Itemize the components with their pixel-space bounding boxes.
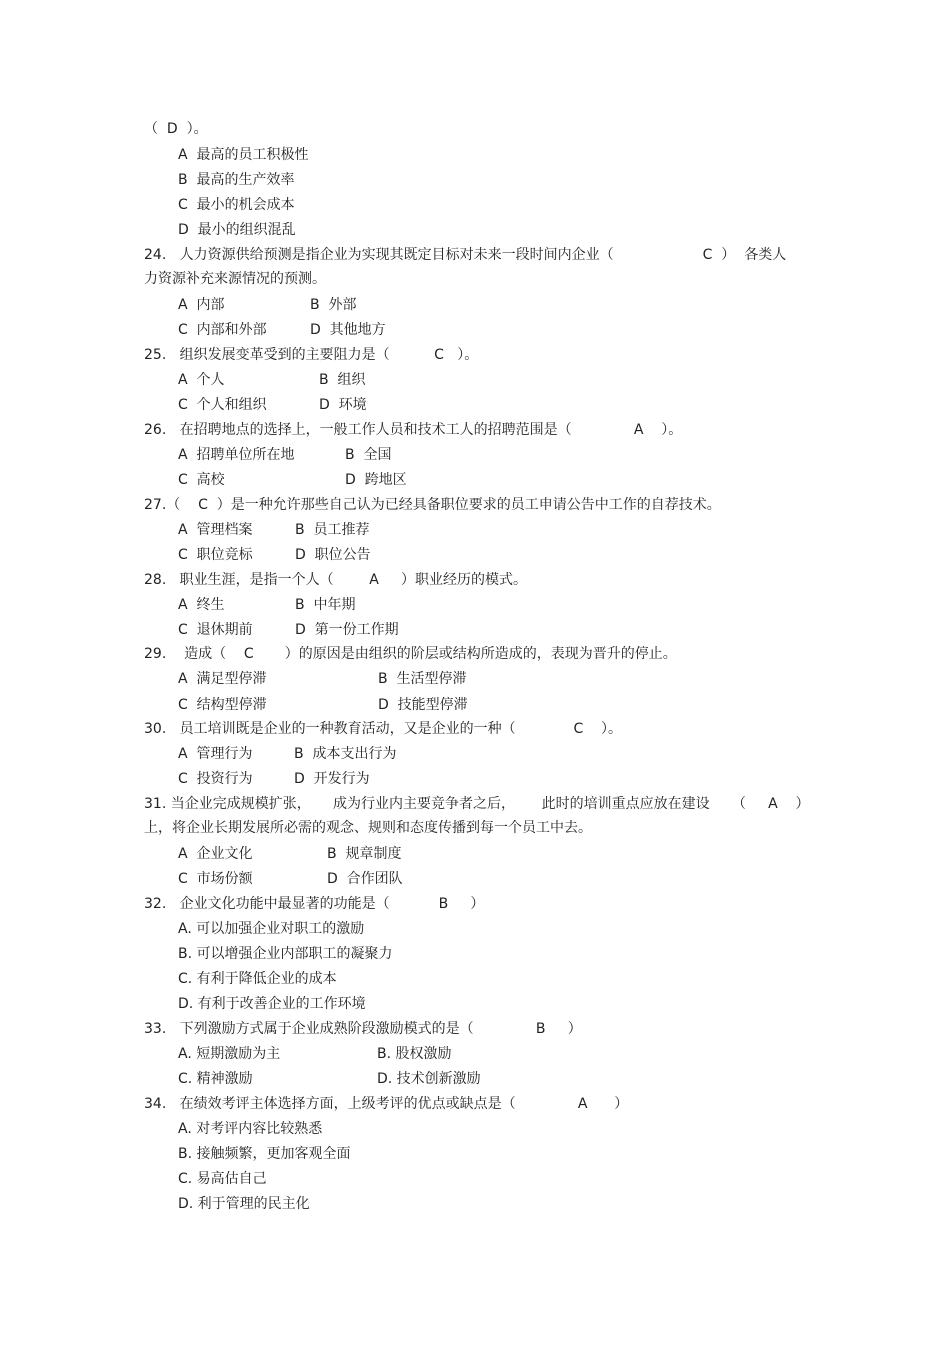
option-text: B 成本支出行为	[294, 746, 397, 762]
option-text: A. 对考评内容比较熟悉	[178, 1121, 323, 1137]
question-text: 26. 在招聘地点的选择上，一般工作人员和技术工人的招聘范围是（ A ）。	[144, 422, 683, 438]
option-text: B 生活型停滞	[378, 671, 467, 687]
question-text: 34. 在绩效考评主体选择方面，上级考评的优点或缺点是（ A ）	[144, 1096, 629, 1112]
option-text: C 退休期前	[178, 622, 253, 638]
option-text: C 结构型停滞	[178, 697, 267, 713]
option-text: D 最小的组织混乱	[178, 222, 296, 238]
option-text: C 投资行为	[178, 771, 253, 787]
option-text: D 跨地区	[345, 472, 407, 488]
question-text: 25. 组织发展变革受到的主要阻力是（ C ）。	[144, 347, 479, 363]
question-text: 上，将企业长期发展所必需的观念、规则和态度传播到每一个员工中去。	[144, 820, 592, 836]
option-text: C. 精神激励	[178, 1071, 253, 1087]
option-text: C 个人和组织	[178, 397, 267, 413]
option-text: A 满足型停滞	[178, 671, 267, 687]
option-text: B. 可以增强企业内部职工的凝聚力	[178, 946, 393, 962]
option-text: D 第一份工作期	[295, 622, 399, 638]
option-text: A 个人	[178, 372, 225, 388]
option-text: A 企业文化	[178, 846, 253, 862]
option-text: B 中年期	[295, 597, 356, 613]
option-text: B 最高的生产效率	[178, 172, 295, 188]
option-text: D 合作团队	[327, 871, 403, 887]
option-text: C. 有利于降低企业的成本	[178, 971, 337, 987]
option-text: D 开发行为	[294, 771, 370, 787]
question-text: 27.（ C ）是一种允许那些自己认为已经具备职位要求的员工申请公告中工作的自荐技术。	[144, 497, 721, 513]
option-text: A. 短期激励为主	[178, 1046, 281, 1062]
option-text: A 终生	[178, 597, 225, 613]
option-text: A. 可以加强企业对职工的激励	[178, 921, 365, 937]
question-text: 32. 企业文化功能中最显著的功能是（ B ）	[144, 896, 485, 912]
option-text: C 最小的机会成本	[178, 197, 295, 213]
option-text: D. 技术创新激励	[377, 1071, 481, 1087]
option-text: B 组织	[319, 372, 366, 388]
question-text: 24. 人力资源供给预测是指企业为实现其既定目标对未来一段时间内企业（ C ） 各类人	[144, 247, 787, 263]
question-text: （ D ）。	[144, 121, 208, 137]
question-text: 33. 下列激励方式属于企业成熟阶段激励模式的是（ B ）	[144, 1021, 582, 1037]
option-text: C 高校	[178, 472, 225, 488]
option-text: B 员工推荐	[295, 522, 370, 538]
option-text: C. 易高估自己	[178, 1171, 267, 1187]
question-text: 力资源补充来源情况的预测。	[144, 271, 326, 287]
option-text: A 管理行为	[178, 746, 253, 762]
option-text: B 外部	[310, 297, 357, 313]
question-text: 30. 员工培训既是企业的一种教育活动，又是企业的一种（ C ）。	[144, 721, 623, 737]
option-text: A 最高的员工积极性	[178, 147, 309, 163]
option-text: D. 利于管理的民主化	[178, 1196, 310, 1212]
option-text: A 内部	[178, 297, 225, 313]
option-text: B 规章制度	[327, 846, 402, 862]
option-text: A 管理档案	[178, 522, 253, 538]
option-text: D 其他地方	[310, 322, 386, 338]
option-text: A 招聘单位所在地	[178, 447, 295, 463]
option-text: D 环境	[319, 397, 367, 413]
question-text: 31. 当企业完成规模扩张， 成为行业内主要竞争者之后， 此时的培训重点应放在建设 （ A ）	[144, 796, 810, 812]
option-text: C 内部和外部	[178, 322, 267, 338]
option-text: B 全国	[345, 447, 392, 463]
question-text: 28. 职业生涯，是指一个人（ A ）职业经历的模式。	[144, 572, 528, 588]
option-text: C 市场份额	[178, 871, 253, 887]
option-text: B. 接触频繁，更加客观全面	[178, 1146, 351, 1162]
question-text: 29. 造成（ C ）的原因是由组织的阶层或结构所造成的，表现为晋升的停止。	[144, 646, 677, 662]
option-text: D 技能型停滞	[378, 697, 468, 713]
option-text: D 职位公告	[295, 547, 371, 563]
option-text: D. 有利于改善企业的工作环境	[178, 996, 366, 1012]
option-text: C 职位竞标	[178, 547, 253, 563]
option-text: B. 股权激励	[377, 1046, 452, 1062]
